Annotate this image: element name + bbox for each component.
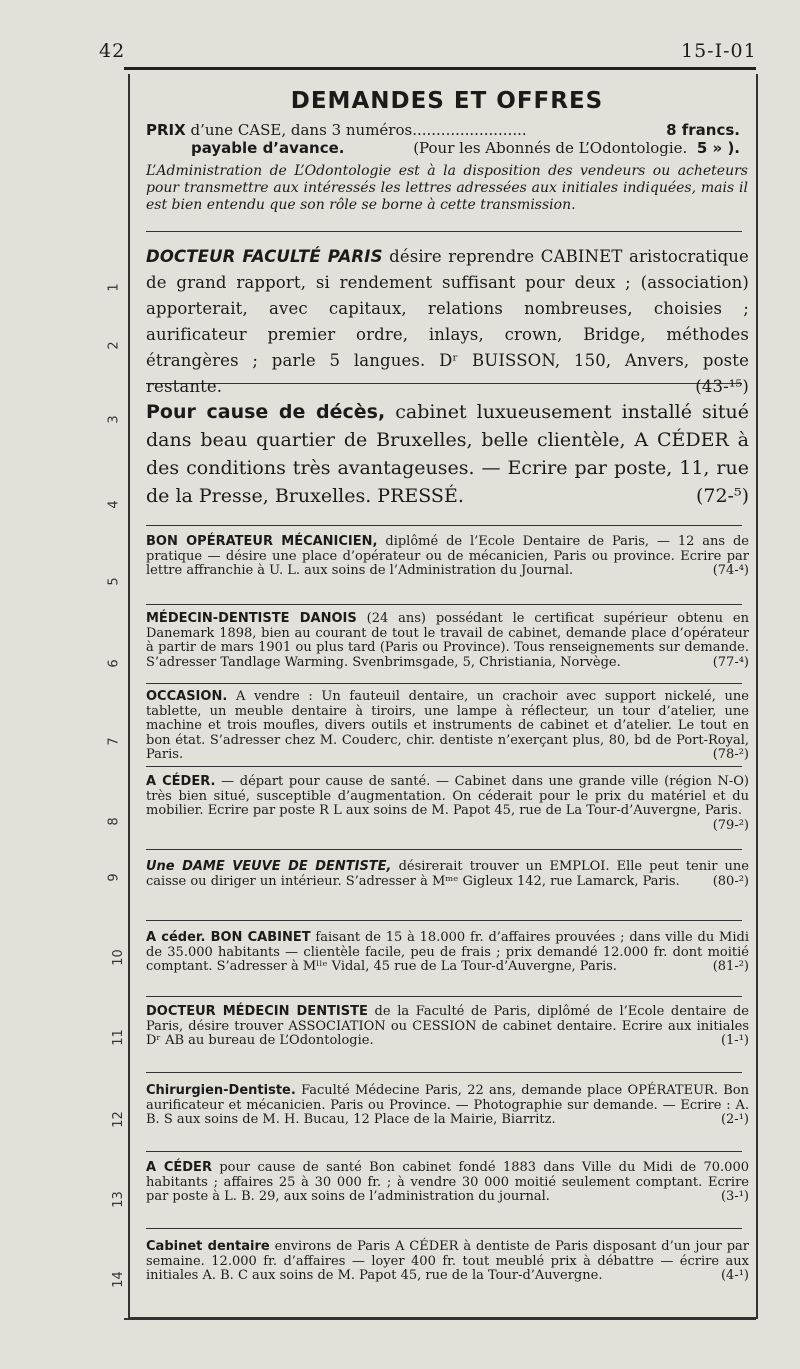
ad-text: A vendre : Un fauteuil dentaire, un crachoir avec support nickelé, une tablette, un meuble dentaire à tiroirs, une lampe à réflecteur, un tour d’atelier, une machine et trois moufles, divers outils et instruments de cabinet et d’atelier. Le tout en bon état. S’adresser chez M. Couderc, chir. dentiste n’exerçant plus, 80, bd de Port-Royal, Paris. — [146, 689, 749, 762]
divider — [146, 683, 742, 684]
administration-notice: L’Administration de L’Odontologie est à la disposition des vendeurs ou acheteurs pour transmettre aux intéressés les lettres adressées aux initiales indiquées, mais il est bien entendu que son rôle se borne à cette transmission. — [146, 163, 748, 213]
ad-lead: OCCASION. — [146, 689, 228, 704]
price-label: PRIX — [146, 121, 186, 139]
ad-lead: MÉDECIN-DENTISTE DANOIS — [146, 611, 357, 626]
ad-ref: (2-¹) — [720, 1112, 749, 1127]
ad-ref: (81-²) — [712, 959, 749, 974]
ad-ref: (79-²) — [712, 817, 749, 833]
subscribers-text: (Pour les Abonnés de L’Odontologie. — [413, 139, 688, 157]
ad-a-ceder-sante — [146, 775, 749, 833]
ad-operateur-mecanicien — [146, 535, 749, 579]
margin-number: 1 — [106, 283, 122, 292]
divider — [146, 604, 742, 605]
margin-number: 10 — [110, 949, 126, 966]
margin-number: 2 — [106, 341, 122, 350]
margin-number: 8 — [106, 817, 122, 826]
margin-number: 11 — [110, 1029, 126, 1046]
margin-number: 4 — [106, 500, 122, 509]
ad-lead: A CÉDER — [146, 1160, 212, 1175]
margin-number: 13 — [110, 1191, 126, 1208]
divider — [146, 525, 742, 526]
margin-number: 9 — [106, 873, 122, 882]
divider — [146, 849, 742, 850]
ad-chirurgien-dentiste — [146, 1084, 749, 1128]
ad-text: faisant de 15 à 18.000 fr. d’affaires prouvées ; dans ville du Midi de 35.000 habitants — clientèle facile, peu de frais ; prix demandé 12.000 fr. dont moitié comptant. S’adresser à Mˡˡᵉ Vidal, 45 rue de La Tour-d’Auvergne, Paris. — [146, 930, 749, 974]
ad-text: désirerait trouver un EMPLOI. Elle peut tenir une caisse ou diriger un intérieur. S’adresser à Mᵐᵉ Gigleux 142, rue Lamarck, Paris. — [146, 859, 749, 889]
divider — [146, 766, 742, 767]
ad-lead: BON OPÉRATEUR MÉCANICIEN, — [146, 534, 378, 549]
ad-ref: (72-⁵) — [695, 485, 749, 507]
ad-text: environs de Paris A CÉDER à dentiste de Paris disposant d’un jour par semaine. 12.000 fr. d’affaires — loyer 400 fr. tout meublé prix à débattre — écrire aux initiales A. B. C aux soins de M. Papot 45, rue de la Tour-d’Auvergne. — [146, 1239, 750, 1283]
margin-number: 14 — [110, 1271, 126, 1288]
ad-dame-veuve — [146, 860, 749, 889]
bottom-rule — [124, 1318, 756, 1320]
margin-number: 3 — [106, 415, 122, 424]
ad-ref: (78-²) — [712, 747, 749, 762]
advance-label: payable d’avance. — [191, 139, 345, 157]
ad-lead: Chirurgien-Dentiste. — [146, 1083, 296, 1098]
ad-cause-deces — [146, 398, 749, 510]
ad-cabinet-environs-paris — [146, 1240, 749, 1284]
ad-lead: Pour cause de décès, — [146, 401, 386, 423]
ad-ref: (3-¹) — [720, 1189, 749, 1204]
ad-lead: DOCTEUR FACULTÉ PARIS — [146, 247, 383, 266]
section-title: DEMANDES ET OFFRES — [290, 88, 604, 114]
price-block — [146, 121, 740, 157]
ad-medecin-danois — [146, 612, 749, 670]
issue-date: 15-I-01 — [681, 40, 757, 62]
ad-lead: DOCTEUR MÉDECIN DENTISTE — [146, 1004, 368, 1019]
divider — [146, 920, 742, 921]
ad-ref: (77-⁴) — [712, 654, 749, 670]
divider — [146, 996, 742, 997]
page-number: 42 — [99, 40, 126, 62]
ad-ref: (4-¹) — [720, 1268, 749, 1283]
ad-lead: Cabinet dentaire — [146, 1239, 270, 1254]
ad-occasion — [146, 690, 749, 763]
ad-text: diplômé de l’Ecole Dentaire de Paris, — 12 ans de pratique — désire une place d’opérateur ou de mécanicien, Paris ou province. Ecrire par lettre affranchie à U. L. aux soins de l’Administration du Journal. — [146, 534, 749, 578]
subscribers-value: 5 » ). — [696, 139, 740, 157]
top-rule — [124, 67, 756, 70]
ad-ref: (43-¹⁵) — [695, 377, 749, 396]
ad-lead: A CÉDER. — [146, 774, 216, 789]
ad-ref: (1-¹) — [720, 1033, 749, 1048]
margin-number: 7 — [106, 737, 122, 746]
ad-docteur-faculte — [146, 244, 749, 400]
ad-text: cabinet luxueusement installé situé dans beau quartier de Bruxelles, belle clientèle, A CÉDER à des conditions très avantageuses. — Ecrire par poste, 11, rue de la Presse, Bruxelles. PRESSÉ. — [146, 401, 749, 507]
price-text: d’une CASE, dans 3 numéros........................ — [190, 121, 527, 139]
ad-a-ceder-midi — [146, 1161, 749, 1205]
ad-lead: Une DAME VEUVE DE DENTISTE, — [146, 859, 392, 874]
margin-number: 12 — [110, 1111, 126, 1128]
divider — [146, 1228, 742, 1229]
ad-text: désire reprendre CABINET aristocratique de grand rapport, si rendement suffisant pour deux ; (association) apporterait, avec capitaux, relations nombreuses, choisies ; aurificateur premier ordre, inlays, crown, Bridge, méthodes étrangères ; parle 5 langues. Dʳ BUISSON, 150, Anvers, poste restante. — [146, 247, 749, 396]
price-value: 8 francs. — [666, 121, 740, 139]
ad-text: (24 ans) possédant le certificat supérieur obtenu en Danemark 1898, bien au courant de tout le travail de cabinet, demande place d’opérateur à partir de mars 1901 ou plus tard (Paris ou Province). Tous renseignements sur demande. S’adresser Tandlage Warming. Svenbrimsgade, 5, Christiania, Norvège. — [146, 611, 749, 670]
ad-ref: (80-²) — [712, 873, 749, 889]
ad-bon-cabinet — [146, 931, 749, 975]
ad-docteur-medecin-dentiste — [146, 1005, 749, 1049]
margin-number: 5 — [106, 577, 122, 586]
divider — [146, 1072, 742, 1073]
ad-lead: A céder. BON CABINET — [146, 930, 311, 945]
ad-text: de la Faculté de Paris, diplômé de l’Ecole dentaire de Paris, désire trouver ASSOCIATION ou CESSION de cabinet dentaire. Ecrire aux initiales Dʳ AB au bureau de L’Odontologie. — [146, 1004, 749, 1048]
ad-text: pour cause de santé Bon cabinet fondé 1883 dans Ville du Midi de 70.000 habitants ; affaires 25 à 30 000 fr. ; à vendre 30 000 moitié seulement comptant. Ecrire par poste à L. B. 29, aux soins de l’administration du journal. — [146, 1160, 749, 1204]
divider — [146, 1151, 742, 1152]
ad-text: Faculté Médecine Paris, 22 ans, demande place OPÉRATEUR. Bon aurificateur et mécanicien. Paris ou Province. — Photographie sur demande. — Ecrire : A. B. S aux soins de M. H. Bucau, 12 Place de la Mairie, Biarritz. — [146, 1083, 749, 1127]
ad-ref: (74-⁴) — [712, 563, 749, 578]
margin-number: 6 — [106, 659, 122, 668]
ad-text: — départ pour cause de santé. — Cabinet dans une grande ville (région N-O) très bien situé, susceptible d’augmentation. On céderait pour le prix du matériel et du mobilier. Ecrire par poste R L aux soins de M. Papot 45, rue de La Tour-d’Auvergne, Paris. — [146, 774, 749, 818]
divider — [146, 231, 742, 232]
